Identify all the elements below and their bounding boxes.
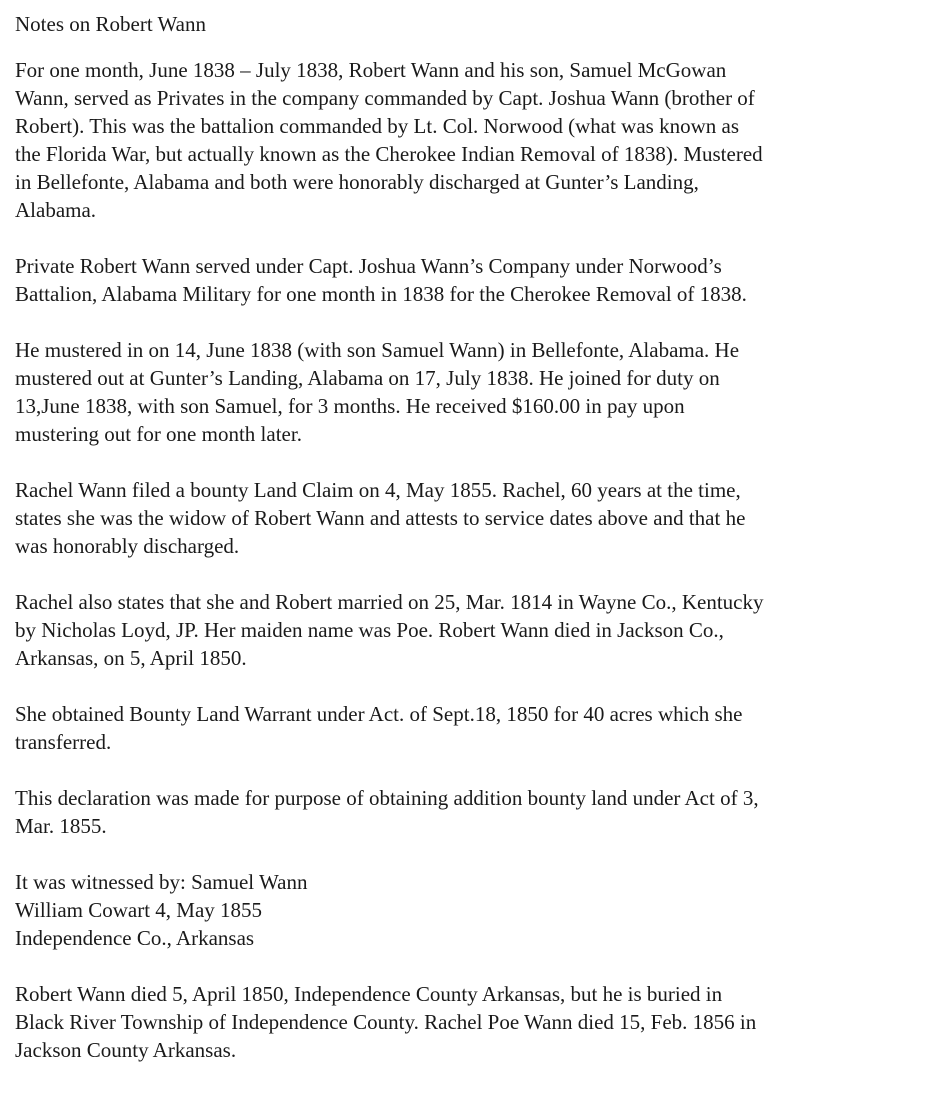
paragraph	[15, 868, 920, 952]
paragraph	[15, 56, 920, 224]
text-line: Rachel also states that she and Robert married on 25, Mar. 1814 in Wayne Co., Kentucky	[15, 590, 764, 614]
text-line: William Cowart 4, May 1855	[15, 898, 263, 922]
text-line: Alabama.	[15, 198, 97, 222]
document-page	[15, 10, 920, 1064]
text-line: It was witnessed by: Samuel Wann	[15, 870, 308, 894]
paragraph	[15, 700, 920, 756]
text-line: She obtained Bounty Land Warrant under Act. of Sept.18, 1850 for 40 acres which she	[15, 702, 743, 726]
paragraph-spacer	[15, 952, 920, 980]
document-body	[15, 56, 920, 1064]
text-line: Battalion, Alabama Military for one month in 1838 for the Cherokee Removal of 1838.	[15, 282, 747, 306]
text-line: mustering out for one month later.	[15, 422, 302, 446]
paragraph	[15, 252, 920, 308]
text-line: transferred.	[15, 730, 112, 754]
text-line: Robert Wann died 5, April 1850, Independence County Arkansas, but he is buried in	[15, 982, 723, 1006]
text-line: Black River Township of Independence County. Rachel Poe Wann died 15, Feb. 1856 in	[15, 1010, 757, 1034]
text-line: in Bellefonte, Alabama and both were honorably discharged at Gunter’s Landing,	[15, 170, 699, 194]
text-line: 13,June 1838, with son Samuel, for 3 months. He received $160.00 in pay upon	[15, 394, 685, 418]
text-line: mustered out at Gunter’s Landing, Alabama on 17, July 1838. He joined for duty on	[15, 366, 720, 390]
text-line: For one month, June 1838 – July 1838, Robert Wann and his son, Samuel McGowan	[15, 58, 727, 82]
paragraph	[15, 336, 920, 448]
text-line: states she was the widow of Robert Wann and attests to service dates above and that he	[15, 506, 746, 530]
text-line: He mustered in on 14, June 1838 (with son Samuel Wann) in Bellefonte, Alabama. He	[15, 338, 740, 362]
paragraph-spacer	[15, 448, 920, 476]
text-line: Mar. 1855.	[15, 814, 107, 838]
paragraph-spacer	[15, 672, 920, 700]
text-line: Private Robert Wann served under Capt. Joshua Wann’s Company under Norwood’s	[15, 254, 722, 278]
text-line: This declaration was made for purpose of obtaining addition bounty land under Act of 3,	[15, 786, 759, 810]
text-line: Arkansas, on 5, April 1850.	[15, 646, 247, 670]
paragraph	[15, 476, 920, 560]
text-line: was honorably discharged.	[15, 534, 240, 558]
paragraph	[15, 980, 920, 1064]
paragraph-spacer	[15, 560, 920, 588]
paragraph-spacer	[15, 840, 920, 868]
paragraph	[15, 784, 920, 840]
document-title: Notes on Robert Wann	[15, 12, 206, 36]
text-line: Wann, served as Privates in the company commanded by Capt. Joshua Wann (brother of	[15, 86, 755, 110]
text-line: Rachel Wann filed a bounty Land Claim on 4, May 1855. Rachel, 60 years at the time,	[15, 478, 741, 502]
text-line: Robert). This was the battalion commanded by Lt. Col. Norwood (what was known as	[15, 114, 739, 138]
text-line: Independence Co., Arkansas	[15, 926, 255, 950]
paragraph	[15, 588, 920, 672]
paragraph-spacer	[15, 308, 920, 336]
paragraph-spacer	[15, 756, 920, 784]
text-line: the Florida War, but actually known as the Cherokee Indian Removal of 1838). Mustered	[15, 142, 763, 166]
paragraph-spacer	[15, 224, 920, 252]
text-line: Jackson County Arkansas.	[15, 1038, 237, 1062]
text-line: by Nicholas Loyd, JP. Her maiden name was Poe. Robert Wann died in Jackson Co.,	[15, 618, 724, 642]
